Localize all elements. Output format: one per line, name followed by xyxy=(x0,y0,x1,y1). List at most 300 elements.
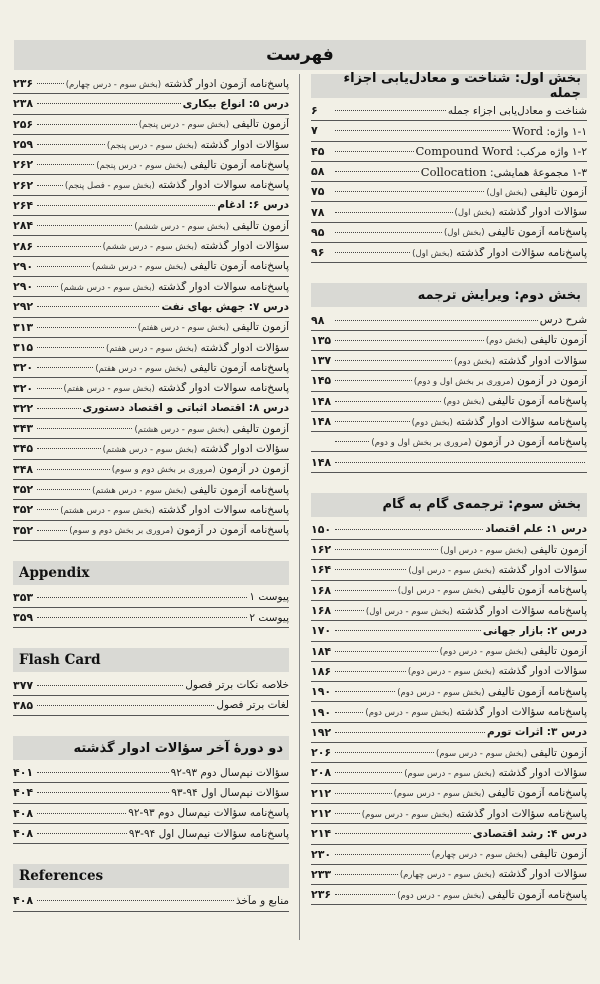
toc-entry-label: شناخت و معادل‌یابی اجزاء جمله xyxy=(447,104,587,117)
dot-leader xyxy=(37,185,63,186)
dot-leader xyxy=(37,772,169,773)
toc-page-number: ۲۸۴ xyxy=(13,219,34,233)
toc-page-number: ۲۳۸ xyxy=(13,97,34,111)
dot-leader xyxy=(37,448,101,449)
toc-entry-scope: (بخش سوم - درس اول) xyxy=(408,565,496,576)
dot-leader xyxy=(335,130,510,131)
dot-leader xyxy=(37,489,90,490)
toc-entry-label: آزمون تألیفی (بخش سوم - درس دوم) xyxy=(439,645,587,658)
toc-left-column xyxy=(13,74,289,912)
toc-entry-label: آزمون تألیفی (بخش اول) xyxy=(486,185,587,198)
toc-page-number: ۲۱۲ xyxy=(311,807,332,821)
toc-page-number: ۴۰۸ xyxy=(13,806,34,820)
toc-page-number: ۳۵۲ xyxy=(13,483,34,497)
toc-entry-label: سؤالات نیم‌سال دوم ۹۳-۹۲ xyxy=(170,766,289,779)
dot-leader xyxy=(37,205,215,206)
dot-leader xyxy=(37,347,104,348)
toc-page-number: ۲۹۲ xyxy=(13,300,34,314)
toc-page-number: ۱۴۸ xyxy=(311,394,332,408)
toc-page-number: ۳۵۳ xyxy=(13,590,34,604)
toc-entry[interactable] xyxy=(13,318,289,338)
dot-leader xyxy=(335,340,484,341)
toc-page-number: ۲۶۲ xyxy=(13,178,34,192)
dot-leader xyxy=(37,705,214,706)
toc-entry-label: شرح درس xyxy=(539,314,587,327)
toc-entry[interactable] xyxy=(13,175,289,195)
toc-entry[interactable] xyxy=(311,560,587,580)
section-heading: بخش سوم: ترجمه‌ی گام به گام xyxy=(311,493,587,517)
toc-entry-scope: (مروری بر بخش دوم و سوم) xyxy=(111,465,216,476)
toc-entry-scope: (بخش سوم - درس چهارم) xyxy=(431,850,528,861)
toc-page-number: ۲۵۹ xyxy=(13,138,34,152)
toc-page-number: ۱۸۴ xyxy=(311,644,332,658)
toc-entry[interactable] xyxy=(13,891,289,911)
toc-entry[interactable] xyxy=(13,480,289,500)
toc-entry[interactable] xyxy=(311,331,587,351)
page-title: فهرست xyxy=(14,40,586,70)
toc-entry[interactable] xyxy=(13,358,289,378)
toc-entry-scope: (بخش سوم - درس پنجم) xyxy=(106,140,198,151)
toc-entry[interactable] xyxy=(311,824,587,844)
toc-entry-scope: (بخش دوم) xyxy=(443,397,485,408)
toc-entry-scope: (بخش سوم - درس هشتم) xyxy=(134,424,230,435)
dot-leader xyxy=(335,462,585,463)
toc-entry-label: منابع و مآخذ xyxy=(235,894,289,907)
section-heading: بخش اول: شناخت و معادل‌یابی اجزاء جمله xyxy=(311,74,587,98)
toc-entry-scope: (بخش سوم - درس ششم) xyxy=(92,262,187,273)
dot-leader xyxy=(335,651,438,652)
dot-leader xyxy=(335,569,406,570)
toc-entry[interactable] xyxy=(311,540,587,560)
toc-entry-label: پاسخ‌نامه سؤالات ادوار گذشته (بخش دوم) xyxy=(411,415,587,428)
toc-page-number: ۲۸۶ xyxy=(13,239,34,253)
toc-page-number: ۱۹۰ xyxy=(311,705,332,719)
toc-entry-scope: (بخش سوم - درس دوم) xyxy=(397,890,485,901)
toc-entry-scope: (بخش سوم - درس سوم) xyxy=(361,809,453,820)
toc-page-number: ۳۵۲ xyxy=(13,503,34,517)
toc-page-number: ۱۴۸ xyxy=(311,455,332,469)
toc-page-number: ۲۹۰ xyxy=(13,259,34,273)
toc-entry-scope: (مروری بر بخش اول و دوم) xyxy=(413,376,514,387)
toc-entry-scope: (بخش دوم) xyxy=(485,336,528,347)
dot-leader xyxy=(335,421,410,422)
toc-entry-label: ۱-۲ واژه مرکب: Compound Word xyxy=(415,144,587,159)
toc-entry-scope: (بخش اول) xyxy=(486,187,528,198)
toc-page-number: ۲۳۳ xyxy=(311,867,332,881)
toc-entry[interactable] xyxy=(311,351,587,371)
dot-leader xyxy=(335,110,446,111)
toc-page-number: ۳۲۰ xyxy=(13,361,34,375)
toc-entry-label: پاسخ‌نامه آزمون تألیفی (بخش سوم - درس هفتم) xyxy=(95,361,289,374)
toc-entry[interactable] xyxy=(13,338,289,358)
toc-entry[interactable] xyxy=(311,743,587,763)
toc-entry-label: درس ۶: ادغام xyxy=(217,199,289,212)
toc-entry[interactable] xyxy=(13,115,289,135)
toc-entry-label: سؤالات ادوار گذشته (بخش سوم - درس دوم) xyxy=(407,665,587,678)
dot-leader xyxy=(37,103,181,104)
toc-page-number: ۱۹۲ xyxy=(311,725,332,739)
toc-entry[interactable] xyxy=(13,588,289,608)
dot-leader xyxy=(335,610,364,611)
toc-entry[interactable] xyxy=(13,74,289,94)
toc-entry-scope: (بخش سوم - درس دوم) xyxy=(365,708,453,719)
dot-leader xyxy=(335,232,442,233)
toc-entry[interactable] xyxy=(311,804,587,824)
toc-entry-label: پاسخ‌نامه سوالات ادوار گذشته (بخش سوم - فصل پنجم) xyxy=(64,179,289,192)
toc-entry[interactable] xyxy=(311,243,587,263)
toc-entry-label: درس ۴: رشد اقتصادی xyxy=(472,827,587,840)
toc-page-number: ۹۶ xyxy=(311,246,325,260)
dot-leader xyxy=(37,306,159,307)
toc-entry-label: آزمون تألیفی (بخش سوم - درس هفتم) xyxy=(137,321,289,334)
toc-entry[interactable] xyxy=(311,101,587,121)
toc-entry-label: سؤالات ادوار گذشته (بخش سوم - درس سوم) xyxy=(404,766,587,779)
toc-page-number: ۳۴۳ xyxy=(13,422,34,436)
toc-entry-label: پاسخ‌نامه سوالات ادوار گذشته (بخش سوم - درس ششم) xyxy=(60,280,289,293)
toc-entry-scope: (بخش سوم - درس هشتم) xyxy=(60,505,155,516)
dot-leader xyxy=(335,549,438,550)
english-term: Word xyxy=(512,123,544,138)
toc-entry[interactable] xyxy=(311,392,587,412)
toc-entry-label: ۱-۱ واژه: Word xyxy=(512,123,587,138)
toc-entry[interactable] xyxy=(311,621,587,641)
toc-entry[interactable] xyxy=(311,162,587,182)
toc-entry[interactable] xyxy=(13,696,289,716)
toc-entry-label: سؤالات ادوار گذشته (بخش سوم - درس هفتم) xyxy=(105,341,289,354)
toc-entry[interactable] xyxy=(311,310,587,330)
toc-entry-scope: (مروری بر بخش اول و دوم) xyxy=(371,437,472,448)
section-heading: بخش دوم: ویرایش ترجمه xyxy=(311,283,587,307)
toc-page-number: ۳۴۵ xyxy=(13,442,34,456)
toc-page-number: ۳۱۳ xyxy=(13,320,34,334)
toc-page-number: ۳۴۸ xyxy=(13,462,34,476)
toc-page-number: ۳۱۵ xyxy=(13,341,34,354)
toc-entry[interactable] xyxy=(311,642,587,662)
toc-entry[interactable] xyxy=(13,94,289,114)
toc-entry[interactable] xyxy=(311,865,587,885)
toc-page-number: ۱۷۰ xyxy=(311,624,332,638)
dot-leader xyxy=(37,246,101,247)
toc-entry-label: پاسخ‌نامه آزمون تألیفی (بخش سوم - درس اول) xyxy=(397,584,587,597)
toc-entry[interactable] xyxy=(13,460,289,480)
dot-leader xyxy=(335,813,360,814)
dot-leader xyxy=(37,685,183,686)
toc-entry-label: درس ۷: جهش بهای نفت xyxy=(161,300,289,313)
toc-entry-label: سؤالات ادوار گذشته (بخش سوم - درس اول) xyxy=(408,563,587,576)
toc-entry[interactable] xyxy=(13,783,289,803)
toc-entry-scope: (بخش سوم - درس ششم) xyxy=(134,221,230,232)
toc-entry[interactable] xyxy=(311,702,587,722)
toc-entry[interactable] xyxy=(311,763,587,783)
toc-entry-label: آزمون تألیفی (بخش سوم - درس چهارم) xyxy=(431,848,587,861)
toc-entry-label: پاسخ‌نامه آزمون تألیفی (بخش سوم - درس ششم) xyxy=(92,260,289,273)
toc-entry-label: پاسخ‌نامه سؤالات نیم‌سال دوم ۹۳-۹۲ xyxy=(128,807,289,820)
toc-entry-scope: (بخش سوم - درس اول) xyxy=(440,545,528,556)
toc-page-number: ۴۰۱ xyxy=(13,766,34,780)
toc-entry-label: پاسخ‌نامه سؤالات نیم‌سال اول ۹۴-۹۳ xyxy=(128,827,289,840)
toc-entry[interactable] xyxy=(311,723,587,743)
section-gap xyxy=(13,541,289,561)
toc-entry[interactable] xyxy=(13,439,289,459)
toc-entry-label: آزمون تألیفی (بخش سوم - درس سوم) xyxy=(436,746,587,759)
toc-entry[interactable] xyxy=(311,182,587,202)
toc-entry-label: آزمون در آزمون (مروری بر بخش دوم و سوم) xyxy=(111,463,289,476)
toc-entry-label: آزمون تألیفی (بخش سوم - درس اول) xyxy=(440,543,587,556)
dot-leader xyxy=(335,151,414,152)
toc-entry[interactable] xyxy=(13,216,289,236)
dot-leader xyxy=(335,590,396,591)
toc-page-number: ۲۶۴ xyxy=(13,198,34,212)
dot-leader xyxy=(37,509,58,510)
toc-entry[interactable] xyxy=(311,784,587,804)
toc-entry-label: پاسخ‌نامه آزمون ادوار گذشته (بخش سوم - درس چهارم) xyxy=(65,77,289,90)
toc-page-number: ۲۳۰ xyxy=(311,847,332,861)
toc-entry-label: لغات برتر فصول xyxy=(216,699,289,712)
toc-entry[interactable] xyxy=(311,885,587,905)
dot-leader xyxy=(335,441,369,442)
dot-leader xyxy=(37,597,247,598)
english-term: Compound Word xyxy=(415,144,514,159)
section-heading: دو دورهٔ آخر سؤالات ادوار گذشته xyxy=(13,736,289,760)
toc-entry-label: پاسخ‌نامه سؤالات ادوار گذشته (بخش سوم - درس اول) xyxy=(365,604,587,617)
english-term: Collocation xyxy=(420,164,487,179)
toc-entry-label: پاسخ‌نامه آزمون تألیفی (بخش دوم) xyxy=(443,395,587,408)
toc-entry-label: آزمون تألیفی (بخش دوم) xyxy=(485,334,587,347)
dot-leader xyxy=(37,286,58,287)
dot-leader xyxy=(37,792,169,793)
toc-entry-scope: (بخش سوم - درس چهارم) xyxy=(65,79,162,90)
toc-entry[interactable] xyxy=(311,452,587,472)
toc-entry[interactable] xyxy=(311,202,587,222)
toc-entry[interactable] xyxy=(311,520,587,540)
toc-entry-label: سؤالات ادوار گذشته (بخش سوم - درس هشتم) xyxy=(102,442,289,455)
toc-entry[interactable] xyxy=(13,763,289,783)
section-gap xyxy=(311,473,587,493)
toc-page-number: ۲۵۶ xyxy=(13,117,34,131)
toc-entry-label: پیوست ۱ xyxy=(249,591,289,604)
toc-entry-scope: (بخش سوم - درس دوم) xyxy=(397,687,485,698)
section-heading: Appendix xyxy=(13,561,289,585)
toc-entry[interactable] xyxy=(311,581,587,601)
toc-entry[interactable] xyxy=(311,662,587,682)
toc-entry-label: پاسخ‌نامه سوالات ادوار گذشته (بخش سوم - درس هفتم) xyxy=(63,382,289,395)
section-heading: Flash Card xyxy=(13,648,289,672)
toc-entry[interactable] xyxy=(311,121,587,141)
dot-leader xyxy=(37,900,234,901)
dot-leader xyxy=(37,388,62,389)
dot-leader xyxy=(335,671,406,672)
section-gap xyxy=(13,844,289,864)
dot-leader xyxy=(335,191,484,192)
dot-leader xyxy=(37,164,94,165)
toc-entry-label: پاسخ‌نامه آزمون در آزمون (مروری بر بخش اول و دوم) xyxy=(371,435,587,448)
toc-entry-label: پاسخ‌نامه آزمون تألیفی (بخش سوم - درس سوم) xyxy=(393,787,587,800)
toc-page-number: ۳۲۲ xyxy=(13,401,34,415)
toc-entry[interactable] xyxy=(13,378,289,398)
toc-entry-label: پاسخ‌نامه آزمون تألیفی (بخش سوم - درس هشتم) xyxy=(92,483,289,496)
toc-entry[interactable] xyxy=(13,236,289,256)
toc-entry-scope: (بخش سوم - درس دوم) xyxy=(439,647,528,658)
toc-entry-label: درس ۸: اقتصاد اثباتی و اقتصاد دستوری xyxy=(82,402,289,415)
dot-leader xyxy=(335,380,412,381)
toc-entry[interactable] xyxy=(13,608,289,628)
dot-leader xyxy=(335,529,483,530)
dot-leader xyxy=(335,171,419,172)
toc-page-number: ۳۲۰ xyxy=(13,381,34,395)
toc-entry-scope: (بخش سوم - درس هفتم) xyxy=(95,363,187,374)
toc-entry-label: سؤالات ادوار گذشته (بخش سوم - درس ششم) xyxy=(102,240,289,253)
toc-entry-scope: (مروری بر بخش دوم و سوم) xyxy=(69,526,174,537)
toc-entry[interactable] xyxy=(311,142,587,162)
toc-entry-label: آزمون در آزمون (مروری بر بخش اول و دوم) xyxy=(413,374,587,387)
toc-entry[interactable] xyxy=(311,682,587,702)
toc-entry-label: درس ۵: انواع بیکاری xyxy=(182,97,289,110)
toc-entry-label: پاسخ‌نامه سؤالات ادوار گذشته (بخش سوم - درس سوم) xyxy=(361,807,587,820)
toc-entry-label: سؤالات ادوار گذشته (بخش دوم) xyxy=(454,354,587,367)
toc-entry[interactable] xyxy=(13,804,289,824)
toc-page-number: ۱۴۵ xyxy=(311,374,332,388)
toc-entry[interactable] xyxy=(13,135,289,155)
toc-entry-label: پاسخ‌نامه سوالات ادوار گذشته (بخش سوم - درس هشتم) xyxy=(60,503,289,516)
toc-entry-scope: (بخش اول) xyxy=(454,208,496,219)
toc-entry-scope: (بخش سوم - درس سوم) xyxy=(393,789,485,800)
toc-page-number: ۱۶۸ xyxy=(311,604,332,618)
dot-leader xyxy=(37,833,127,834)
toc-entry-label: پیوست ۲ xyxy=(249,611,289,624)
dot-leader xyxy=(37,813,126,814)
toc-entry-label: سؤالات ادوار گذشته (بخش اول) xyxy=(454,206,587,219)
toc-page-number: ۲۰۸ xyxy=(311,766,332,780)
toc-entry-scope: (بخش سوم - درس سوم) xyxy=(404,768,496,779)
toc-entry-scope: (بخش سوم - فصل پنجم) xyxy=(64,181,155,192)
toc-page-number: ۹۵ xyxy=(311,225,325,239)
toc-page-number: ۲۳۶ xyxy=(13,77,34,91)
toc-entry[interactable] xyxy=(13,155,289,175)
dot-leader xyxy=(335,732,485,733)
dot-leader xyxy=(37,469,110,470)
toc-entry-label: درس ۱: علم اقتصاد xyxy=(485,523,587,536)
toc-page-number: ۵۸ xyxy=(311,165,325,179)
toc-entry[interactable] xyxy=(13,521,289,541)
toc-entry-label: درس ۳: اثرات تورم xyxy=(487,726,587,739)
toc-entry-scope: (بخش دوم) xyxy=(411,417,453,428)
toc-entry-scope: (بخش سوم - درس اول) xyxy=(365,606,453,617)
toc-entry-scope: (بخش اول) xyxy=(412,248,453,259)
toc-page-number: ۷۵ xyxy=(311,185,325,199)
toc-page-number: ۴۰۸ xyxy=(13,894,34,908)
dot-leader xyxy=(37,617,247,618)
dot-leader xyxy=(335,874,398,875)
toc-page-number: ۱۳۵ xyxy=(311,333,332,347)
toc-entry[interactable] xyxy=(13,277,289,297)
toc-entry-label: پاسخ‌نامه آزمون تألیفی (بخش سوم - درس دوم) xyxy=(397,888,587,901)
toc-entry[interactable] xyxy=(13,500,289,520)
dot-leader xyxy=(335,691,395,692)
toc-entry-label: خلاصه نکات برتر فصول xyxy=(185,679,289,692)
section-heading: References xyxy=(13,864,289,888)
toc-entry-scope: (بخش سوم - درس هفتم) xyxy=(63,384,155,395)
toc-entry-scope: (بخش سوم - درس پنجم) xyxy=(138,120,230,131)
toc-entry-scope: (بخش سوم - درس ششم) xyxy=(102,242,198,253)
toc-entry[interactable] xyxy=(13,419,289,439)
column-divider xyxy=(299,74,300,940)
toc-page-number: ۱۳۷ xyxy=(311,354,332,368)
dot-leader xyxy=(37,408,81,409)
toc-entry[interactable] xyxy=(13,399,289,419)
toc-entry-label: پاسخ‌نامه سؤالات ادوار گذشته (بخش سوم - درس دوم) xyxy=(365,706,587,719)
toc-page-number: ۹۸ xyxy=(311,313,325,327)
toc-entry-scope: (بخش سوم - درس هشتم) xyxy=(102,444,198,455)
toc-page-number: ۱۹۰ xyxy=(311,685,332,699)
toc-page-number: ۳۵۹ xyxy=(13,611,34,625)
toc-entry-scope: (بخش سوم - درس چهارم) xyxy=(399,870,496,881)
toc-page-number: ۲۰۶ xyxy=(311,746,332,760)
dot-leader xyxy=(335,212,453,213)
toc-entry-scope: (بخش سوم - درس ششم) xyxy=(60,282,155,293)
dot-leader xyxy=(37,144,105,145)
toc-page-number: ۱۶۴ xyxy=(311,563,332,577)
dot-leader xyxy=(335,360,452,361)
toc-page-number: ۱۸۶ xyxy=(311,664,332,678)
dot-leader xyxy=(335,630,481,631)
toc-entry-label: سؤالات ادوار گذشته (بخش سوم - درس پنجم) xyxy=(106,138,289,151)
toc-page-number: ۱۴۸ xyxy=(311,415,332,428)
toc-entry[interactable] xyxy=(13,257,289,277)
toc-page-number: ۲۶۲ xyxy=(13,158,34,172)
toc-page-number: ۴۰۴ xyxy=(13,786,34,800)
toc-page-number: ۱۵۰ xyxy=(311,522,332,536)
toc-page-number: ۱۶۲ xyxy=(311,543,332,557)
toc-entry[interactable] xyxy=(311,412,587,432)
toc-entry-label: پاسخ‌نامه آزمون در آزمون (مروری بر بخش دوم و سوم) xyxy=(69,524,289,537)
toc-entry[interactable] xyxy=(13,297,289,317)
section-gap xyxy=(311,263,587,283)
toc-entry[interactable] xyxy=(311,601,587,621)
toc-entry[interactable] xyxy=(311,432,587,452)
toc-page-number: ۳۵۲ xyxy=(13,523,34,537)
toc-entry-label: پاسخ‌نامه آزمون تألیفی (بخش سوم - درس پنجم) xyxy=(96,158,289,171)
toc-entry-label: سؤالات ادوار گذشته (بخش سوم - درس چهارم) xyxy=(399,868,587,881)
toc-entry-scope: (بخش سوم - درس پنجم) xyxy=(96,160,187,171)
toc-entry-scope: (بخش سوم - درس هفتم) xyxy=(105,343,198,354)
section-gap xyxy=(13,716,289,736)
toc-page-number: ۲۳۶ xyxy=(311,888,332,902)
section-gap xyxy=(13,628,289,648)
toc-page-number: ۲۹۰ xyxy=(13,280,34,294)
toc-entry[interactable] xyxy=(311,223,587,243)
dot-leader xyxy=(37,124,137,125)
toc-entry-scope: (بخش دوم) xyxy=(454,356,496,367)
toc-entry-scope: (بخش سوم - درس اول) xyxy=(397,586,485,597)
toc-entry-scope: (بخش سوم - درس دوم) xyxy=(407,667,496,678)
dot-leader xyxy=(37,428,132,429)
toc-entry-label: ۱-۳ مجموعهٔ همایشی: Collocation xyxy=(420,164,587,179)
toc-entry[interactable] xyxy=(311,845,587,865)
toc-entry[interactable] xyxy=(311,371,587,391)
toc-page-number: ۱۶۸ xyxy=(311,583,332,597)
dot-leader xyxy=(37,83,64,84)
dot-leader xyxy=(37,225,132,226)
toc-entry[interactable] xyxy=(13,196,289,216)
dot-leader xyxy=(37,530,67,531)
toc-entry-scope: (بخش اول) xyxy=(443,228,485,239)
toc-entry[interactable] xyxy=(13,824,289,844)
dot-leader xyxy=(335,252,410,253)
toc-entry[interactable] xyxy=(13,675,289,695)
toc-entry-label: سؤالات نیم‌سال اول ۹۴-۹۳ xyxy=(171,786,289,799)
dot-leader xyxy=(37,367,93,368)
toc-page-number: ۳۷۷ xyxy=(13,678,34,692)
